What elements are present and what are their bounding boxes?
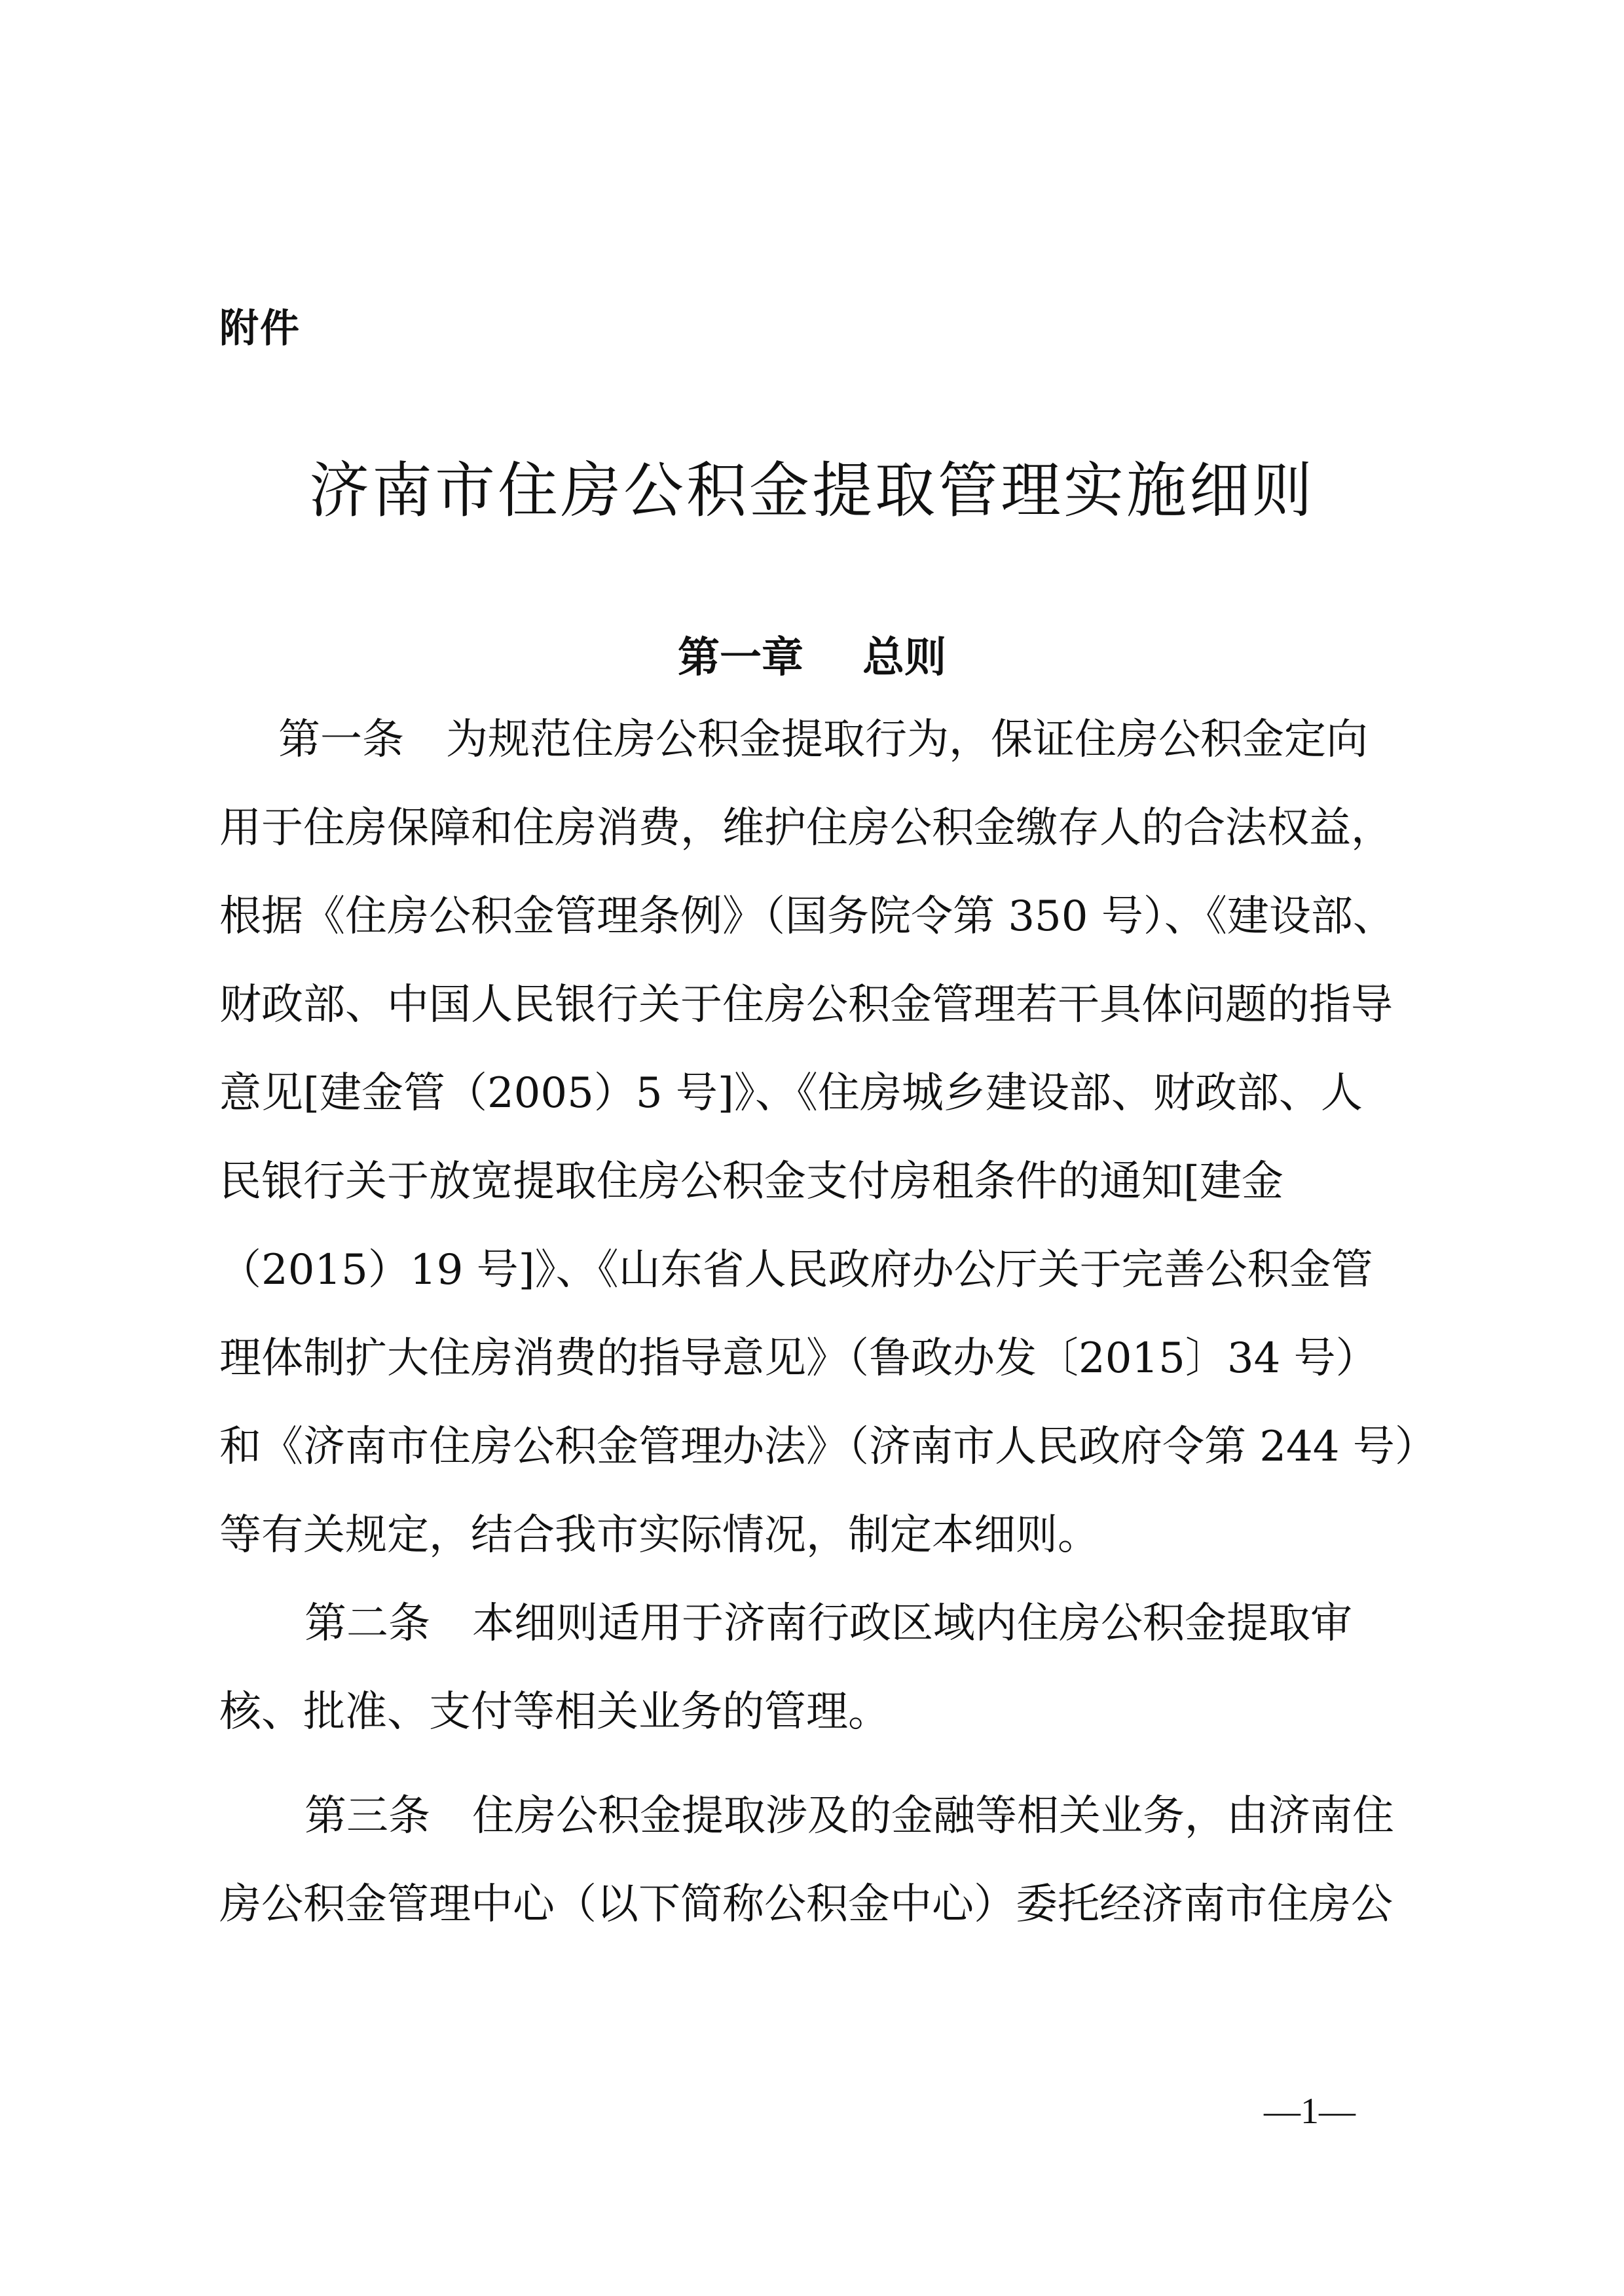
page-number: —1— [1264,2091,1356,2132]
line-text: 房公积金管理中心（以下简称公积金中心）委托经济南市住房公 [219,1880,1393,1929]
text-line [219,1875,1405,1963]
text-line [219,975,1405,1064]
line-text: 第二条 本细则适用于济南行政区域内住房公积金提取审 [304,1599,1352,1648]
chapter-name: 总则 [862,634,946,682]
text-line [219,1241,1405,1329]
line-text: 民银行关于放宽提取住房公积金支付房租条件的通知[建金 [219,1157,1283,1206]
line-text: 第一条 为规范住房公积金提取行为，保证住房公积金定向 [278,716,1368,764]
text-line [219,1594,1405,1683]
document-title: 济南市住房公积金提取管理实施细则 [308,456,1315,526]
text-line [219,1152,1405,1241]
line-text: 核、批准、支付等相关业务的管理。 [219,1688,890,1736]
text-line [219,1064,1405,1152]
chapter-number: 第一章 [678,634,803,682]
text-line [219,887,1405,975]
attachment-label: 附件 [219,306,301,352]
text-line [219,1329,1405,1417]
line-text: 和《济南市住房公积金管理办法》（济南市人民政府令第 244 号） [219,1423,1437,1471]
line-text: 用于住房保障和住房消费，维护住房公积金缴存人的合法权益， [219,804,1393,852]
text-line [219,799,1405,887]
text-line [219,710,1405,799]
line-text: 第三条 住房公积金提取涉及的金融等相关业务，由济南住 [304,1792,1394,1840]
line-text: 财政部、中国人民银行关于住房公积金管理若干具体问题的指导 [219,981,1393,1029]
line-text: 意见[建金管（2005）5 号]》、《住房城乡建设部、财政部、人 [219,1069,1363,1118]
line-text: 根据《住房公积金管理条例》（国务院令第 350 号）、《建设部、 [219,892,1395,941]
text-line [219,1417,1437,1506]
body-text [219,710,1437,1963]
text-line [219,1506,1405,1594]
text-line [219,1787,1405,1875]
chapter-heading [0,629,1624,687]
line-text: （2015）19 号]》、《山东省人民政府办公厅关于完善公积金管 [219,1246,1373,1294]
line-text: 等有关规定，结合我市实际情况，制定本细则。 [219,1511,1099,1559]
line-text: 理体制扩大住房消费的指导意见》（鲁政办发〔2015〕34 号） [219,1334,1378,1383]
text-line [219,1683,1405,1771]
